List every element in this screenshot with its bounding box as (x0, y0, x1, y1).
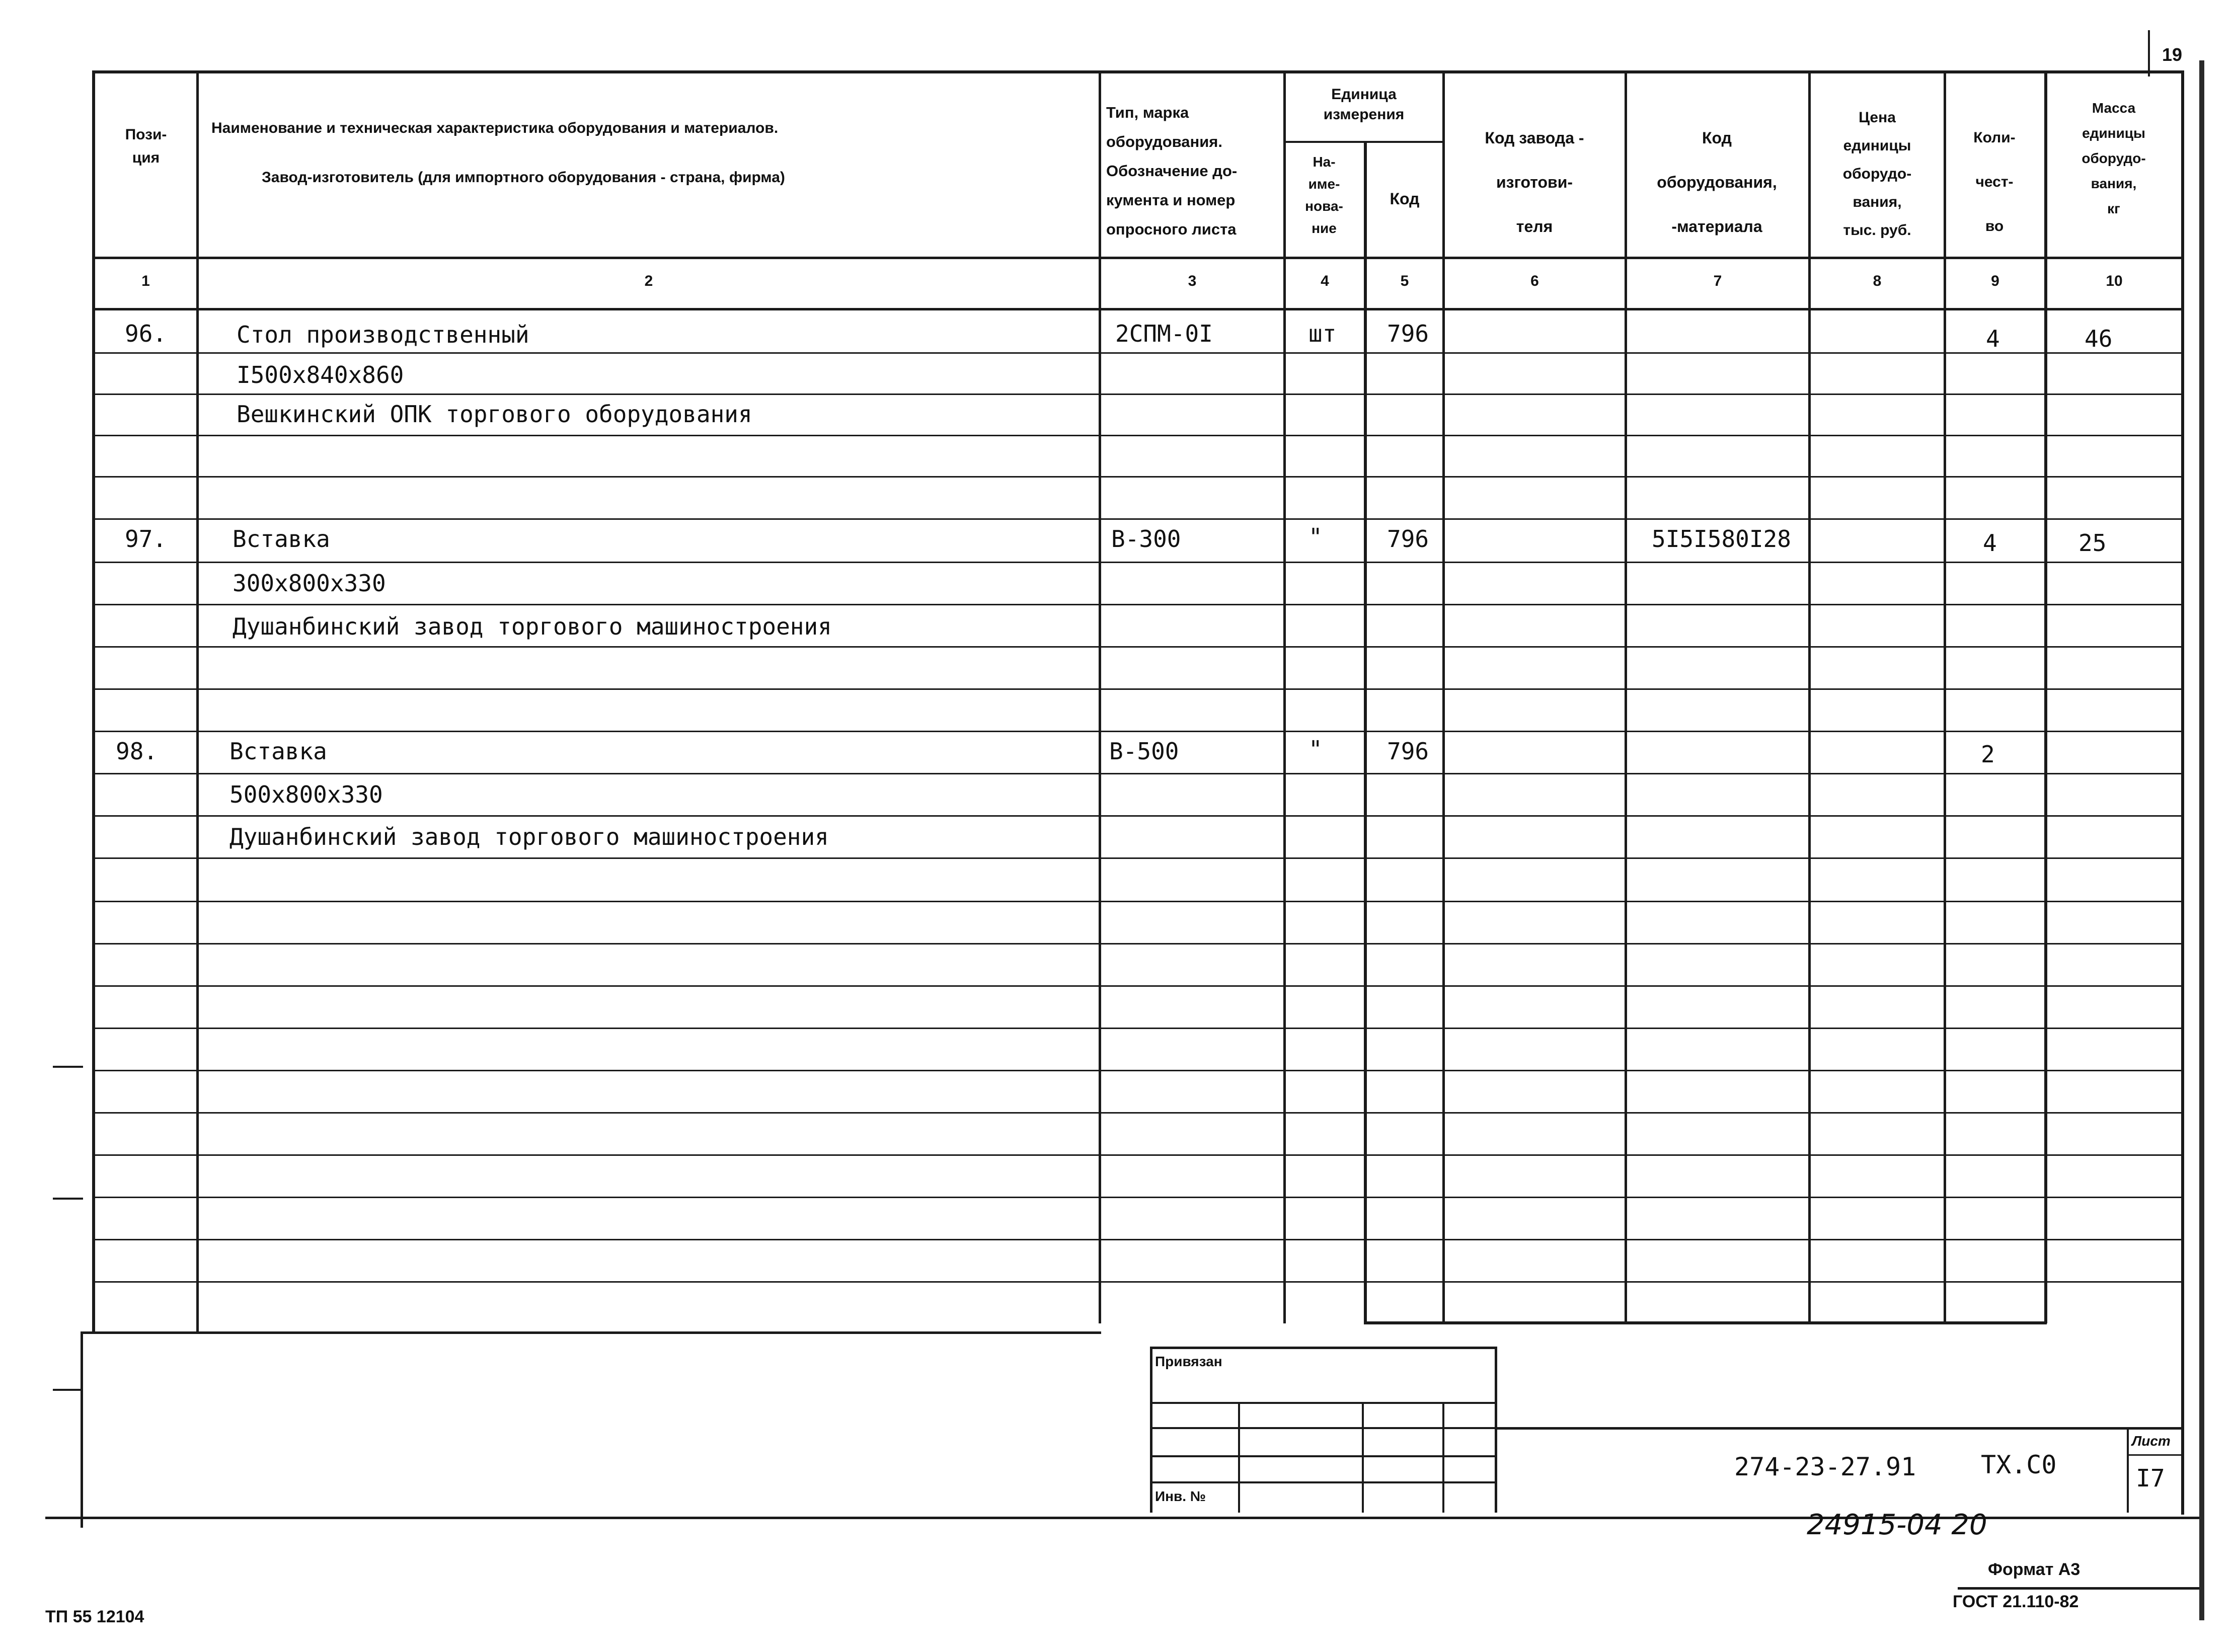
item-type: В-500 (1109, 738, 1179, 765)
header-mass: Масса единицы оборудо- вания, кг (2082, 100, 2146, 216)
item-unit-code: 796 (1387, 738, 1429, 765)
header-position: Пози- ция (125, 126, 167, 166)
item-manufacturer: Душанбинский завод торгового машиностроения (229, 823, 829, 850)
col-number-9: 9 (1991, 273, 1999, 289)
item-type: В-300 (1111, 525, 1181, 553)
header-manufacturer: Завод-изготовитель (для импортного оборудования - страна, фирма) (262, 169, 785, 186)
item-dimensions: 300x800x330 (233, 570, 386, 597)
col-number-7: 7 (1713, 273, 1722, 289)
header-unit: Единица измерения (1323, 86, 1405, 123)
col-number-3: 3 (1188, 273, 1197, 289)
item-dimensions: I500x840x860 (237, 361, 404, 388)
format-label: Формат А3 (1988, 1560, 2080, 1579)
col-number-10: 10 (2106, 273, 2123, 289)
attached-label: Привязан (1155, 1354, 1222, 1369)
item-dimensions: 500x800x330 (229, 781, 383, 808)
col-number-2: 2 (644, 273, 653, 289)
header-quantity: Коли- чест- во (1973, 129, 2016, 234)
item-unit-code: 796 (1387, 320, 1429, 347)
document-suffix: ТХ.С0 (1981, 1450, 2057, 1479)
col-number-5: 5 (1400, 273, 1409, 289)
item-position: 96. (125, 320, 167, 347)
page-number: 19 (2162, 44, 2183, 65)
item-mass: 25 (2078, 529, 2107, 557)
item-quantity: 4 (1983, 529, 1997, 557)
item-position: 98. (116, 738, 158, 765)
item-equipment-code: 5I5I580I28 (1652, 525, 1791, 553)
header-type: Тип, марка оборудования. Обозначение до- кумента и номер опросного листа (1106, 104, 1238, 238)
item-manufacturer: Вешкинский ОПК торгового оборудования (237, 401, 752, 428)
item-quantity: 2 (1981, 741, 1995, 768)
header-unit-code: Код (1390, 190, 1420, 208)
col-number-6: 6 (1530, 273, 1539, 289)
col-number-1: 1 (141, 273, 150, 289)
item-unit: " (1308, 523, 1323, 550)
item-position: 97. (125, 525, 167, 553)
document-code: 274-23-27.91 (1734, 1452, 1916, 1481)
header-price: Цена единицы оборудо- вания, тыс. руб. (1842, 109, 1912, 239)
footer-code: ТП 55 12104 (45, 1607, 144, 1626)
gost-label: ГОСТ 21.110-82 (1953, 1592, 2079, 1611)
item-unit: " (1308, 736, 1323, 763)
col-number-4: 4 (1321, 273, 1329, 289)
item-quantity: 4 (1986, 325, 2000, 352)
item-name: Стол производственный (237, 321, 529, 348)
item-unit-code: 796 (1387, 525, 1429, 553)
header-unit-name: На- име- нова- ние (1305, 154, 1343, 236)
handwritten-note: 24915-04 20 (1807, 1509, 1987, 1541)
col-number-8: 8 (1873, 273, 1882, 289)
item-manufacturer: Душанбинский завод торгового машиностроения (233, 613, 832, 640)
item-unit: шт (1308, 320, 1337, 347)
header-plant-code: Код завода - изготови- теля (1485, 129, 1584, 235)
item-name: Вставка (233, 525, 330, 553)
header-equipment-code: Код оборудования, -материала (1657, 129, 1777, 235)
item-mass: 46 (2085, 325, 2113, 352)
header-name: Наименование и техническая характеристика оборудования и материалов. (211, 120, 779, 136)
item-name: Вставка (229, 738, 327, 765)
inventory-label: Инв. № (1155, 1488, 1206, 1504)
item-type: 2СПМ-0I (1115, 320, 1213, 347)
sheet-number: I7 (2136, 1464, 2165, 1492)
sheet-label: Лист (2132, 1433, 2171, 1449)
